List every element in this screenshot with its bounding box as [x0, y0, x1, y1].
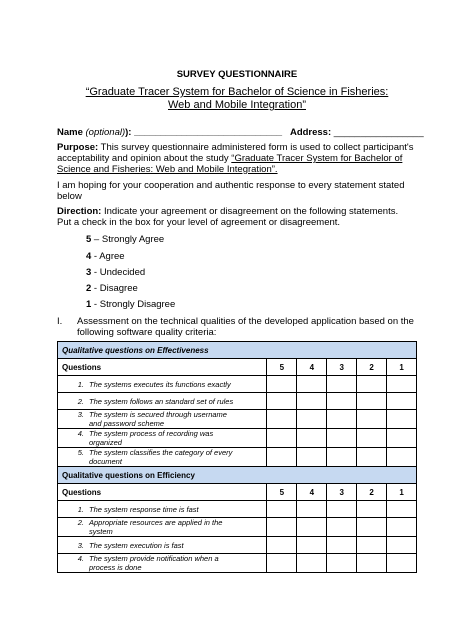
effectiveness-header: Qualitative questions on Effectiveness: [58, 342, 417, 359]
question-item: [58, 397, 266, 406]
question-item: [58, 410, 266, 428]
question-text-line: The system process of recording was: [89, 429, 214, 438]
rating-checkbox-1[interactable]: [387, 537, 417, 554]
rating-checkbox-1[interactable]: [387, 448, 417, 467]
question-text: [89, 554, 219, 572]
question-number: 2.: [77, 518, 84, 527]
rating-checkbox-5[interactable]: [267, 501, 297, 518]
direction-line1: Direction: Indicate your agreement or disagreement on the following statements.: [57, 206, 399, 217]
rating-checkbox-3[interactable]: [327, 501, 357, 518]
rating-checkbox-5[interactable]: [267, 554, 297, 573]
question-text-line: organized: [89, 438, 122, 447]
rating-checkbox-4[interactable]: [297, 376, 327, 393]
section-line1: Assessment on the technical qualities of the developed application based on the: [77, 316, 414, 327]
rating-checkbox-1[interactable]: [387, 429, 417, 448]
rating-checkbox-2[interactable]: [357, 501, 387, 518]
name-address-line: [57, 127, 424, 139]
question-number: 2.: [77, 396, 84, 406]
rating-header-2: 2: [357, 359, 387, 376]
rating-checkbox-3[interactable]: [327, 429, 357, 448]
question-item: [58, 554, 266, 572]
question-text-line: process is done: [89, 563, 142, 572]
question-text-line: The system follows an standard set of rules: [89, 396, 234, 406]
rating-checkbox-5[interactable]: [267, 537, 297, 554]
rating-checkbox-4[interactable]: [297, 410, 327, 429]
rating-table: [57, 341, 417, 573]
question-item: [58, 380, 266, 389]
rating-header-5: 5: [267, 484, 297, 501]
rating-checkbox-4[interactable]: [297, 429, 327, 448]
table-row: [58, 448, 417, 467]
questions-header: Questions: [58, 484, 267, 501]
rating-checkbox-1[interactable]: [387, 410, 417, 429]
rating-checkbox-3[interactable]: [327, 410, 357, 429]
table-row: [58, 501, 417, 518]
table-row: [58, 410, 417, 429]
rating-checkbox-4[interactable]: [297, 501, 327, 518]
section-number: I.: [57, 316, 63, 327]
rating-checkbox-2[interactable]: [357, 410, 387, 429]
rating-checkbox-2[interactable]: [357, 537, 387, 554]
question-item: [58, 541, 266, 550]
page-title: SURVEY QUESTIONNAIRE: [176, 69, 298, 80]
question-number: 3.: [77, 410, 84, 419]
rating-header-5: 5: [267, 359, 297, 376]
question-text-line: The systems executes its functions exactly: [89, 379, 231, 389]
question-cell: [58, 376, 267, 393]
address-label: Address:: [289, 127, 332, 138]
rating-checkbox-5[interactable]: [267, 376, 297, 393]
question-number: 1.: [77, 379, 84, 389]
question-text-line: The system is secured through username: [89, 410, 227, 419]
rating-checkbox-5[interactable]: [267, 518, 297, 537]
rating-header-4: 4: [297, 359, 327, 376]
rating-checkbox-3[interactable]: [327, 554, 357, 573]
rating-checkbox-1[interactable]: [387, 518, 417, 537]
name-blank: ): ____________________________: [125, 127, 283, 138]
address-blank: _________________: [333, 127, 424, 138]
purpose-line2: acceptability and opinion about the study “Graduate Tracer System for Bachelor of: [57, 153, 403, 164]
table-row: [58, 376, 417, 393]
column-header-row: [58, 484, 417, 501]
question-number: 1.: [77, 504, 84, 514]
question-text: [89, 410, 227, 428]
rating-checkbox-3[interactable]: [327, 518, 357, 537]
rating-checkbox-4[interactable]: [297, 448, 327, 467]
question-number: 5.: [77, 448, 84, 457]
rating-checkbox-3[interactable]: [327, 393, 357, 410]
question-cell: [58, 554, 267, 573]
question-cell: [58, 501, 267, 518]
question-cell: [58, 518, 267, 537]
scale-item-1: 1 - Strongly Disagree: [86, 299, 176, 310]
table-row: [58, 537, 417, 554]
questions-header: Questions: [58, 359, 267, 376]
question-cell: [58, 429, 267, 448]
question-text: [89, 380, 231, 389]
rating-checkbox-2[interactable]: [357, 429, 387, 448]
table-row: [58, 393, 417, 410]
question-text-line: The system classifies the category of every: [89, 448, 233, 457]
question-text: [89, 505, 199, 514]
question-text-line: system: [89, 527, 113, 536]
purpose-line1: Purpose: This survey questionnaire administered form is used to collect participant's: [57, 142, 414, 153]
study-title-line1: “Graduate Tracer System for Bachelor of Science in Fisheries:: [85, 86, 389, 98]
scale-item-2: 2 - Disagree: [86, 283, 138, 294]
table-row: [58, 518, 417, 537]
rating-checkbox-5[interactable]: [267, 410, 297, 429]
section-line2: following software quality criteria:: [77, 327, 217, 338]
scale-item-4: 4 - Agree: [86, 251, 125, 262]
question-item: [58, 505, 266, 514]
rating-header-3: 3: [327, 359, 357, 376]
column-header-row: [58, 359, 417, 376]
rating-checkbox-4[interactable]: [297, 537, 327, 554]
question-text: [89, 541, 184, 550]
rating-checkbox-3[interactable]: [327, 537, 357, 554]
question-text-line: Appropriate resources are applied in the: [89, 518, 223, 527]
scale-item-5: 5 – Strongly Agree: [86, 234, 165, 245]
question-text-line: and password scheme: [89, 419, 165, 428]
question-number: 4.: [77, 554, 84, 563]
rating-header-4: 4: [297, 484, 327, 501]
rating-checkbox-2[interactable]: [357, 518, 387, 537]
rating-checkbox-1[interactable]: [387, 501, 417, 518]
question-cell: [58, 448, 267, 467]
question-text-line: The system provide notification when a: [89, 554, 219, 563]
question-number: 3.: [77, 540, 84, 550]
study-title-line2: Web and Mobile Integration”: [168, 99, 306, 111]
rating-checkbox-5[interactable]: [267, 393, 297, 410]
question-cell: [58, 393, 267, 410]
direction-line2: Put a check in the box for your level of agreement or disagreement.: [57, 217, 341, 228]
rating-checkbox-5[interactable]: [267, 429, 297, 448]
table-row: [58, 429, 417, 448]
question-number: 4.: [77, 429, 84, 438]
rating-checkbox-2[interactable]: [357, 376, 387, 393]
question-text: [89, 518, 222, 536]
hope-line1: I am hoping for your cooperation and authentic response to every statement stated: [57, 180, 405, 191]
question-item: [58, 518, 266, 536]
rating-checkbox-2[interactable]: [357, 554, 387, 573]
rating-header-1: 1: [387, 484, 417, 501]
question-text-line: The system execution is fast: [89, 540, 184, 550]
scale-item-3: 3 - Undecided: [86, 267, 146, 278]
rating-checkbox-2[interactable]: [357, 448, 387, 467]
question-text-line: document: [89, 457, 122, 466]
question-item: [58, 448, 266, 466]
question-item: [58, 429, 266, 447]
rating-header-2: 2: [357, 484, 387, 501]
rating-checkbox-4[interactable]: [297, 393, 327, 410]
rating-checkbox-3[interactable]: [327, 448, 357, 467]
effectiveness-header-row: [58, 342, 417, 359]
rating-header-3: 3: [327, 484, 357, 501]
question-text: [89, 397, 233, 406]
hope-line2: below: [57, 191, 82, 202]
question-cell: [58, 410, 267, 429]
rating-checkbox-1[interactable]: [387, 554, 417, 573]
table-row: [58, 554, 417, 573]
question-text: [89, 448, 232, 466]
rating-checkbox-2[interactable]: [357, 393, 387, 410]
question-text-line: The system response time is fast: [89, 504, 199, 514]
purpose-line3: Science and Fisheries: Web and Mobile Integration”.: [57, 164, 278, 175]
efficiency-header-row: [58, 467, 417, 484]
question-text: [89, 429, 213, 447]
rating-checkbox-5[interactable]: [267, 448, 297, 467]
rating-checkbox-1[interactable]: [387, 376, 417, 393]
rating-header-1: 1: [387, 359, 417, 376]
question-cell: [58, 537, 267, 554]
rating-checkbox-3[interactable]: [327, 376, 357, 393]
name-optional: (optional): [85, 127, 126, 138]
name-label: Name: [57, 127, 83, 138]
rating-checkbox-4[interactable]: [297, 518, 327, 537]
rating-checkbox-4[interactable]: [297, 554, 327, 573]
efficiency-header: Qualitative questions on Efficiency: [58, 467, 417, 484]
rating-checkbox-1[interactable]: [387, 393, 417, 410]
